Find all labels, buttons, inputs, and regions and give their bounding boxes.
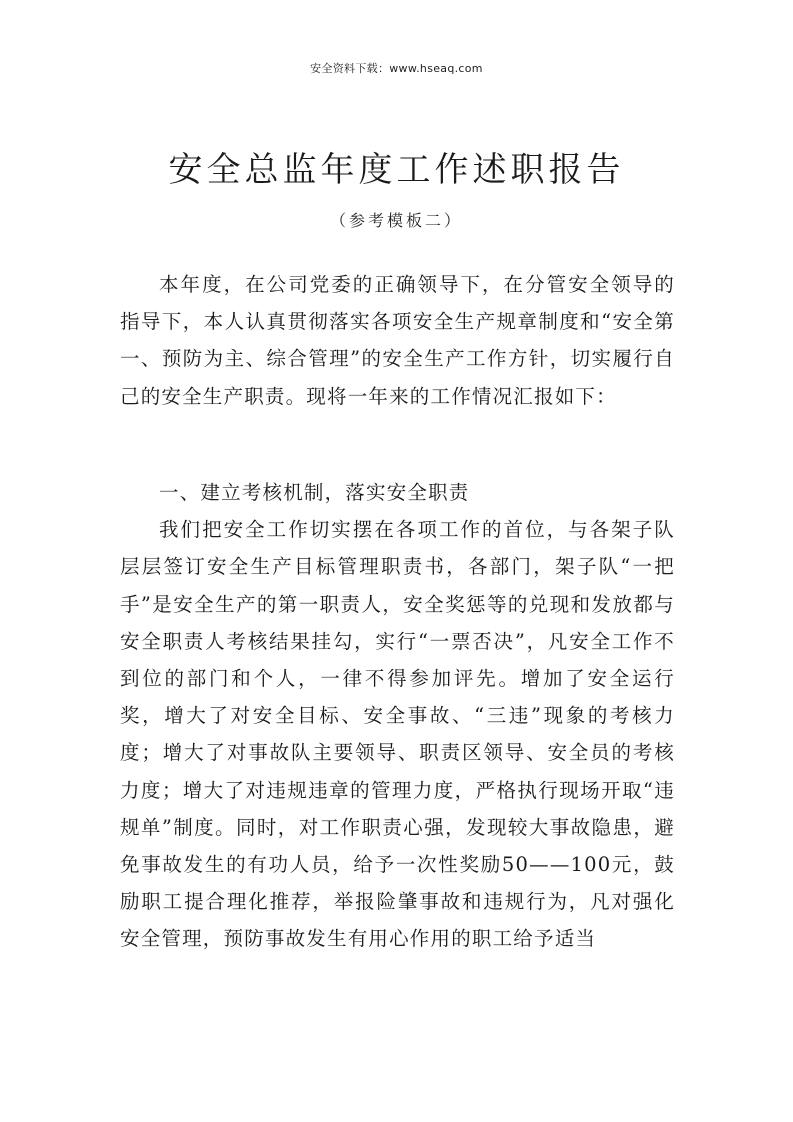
section-1-paragraph: 我们把安全工作切实摆在各项工作的首位，与各架子队层层签订安全生产目标管理职责书，各部门，架子队“一把手”是安全生产的第一职责人，安全奖惩等的兑现和发放都与安全职责人考核结果挂勾，实行“一票否决”，凡安全工作不到位的部门和个人，一律不得参加评先。增加了安全运行奖，增大了对安全目标、安全事故、“三违”现象的考核力度；增大了对事故队主要领导、职责区领导、安全员的考核力度；增大了对违规违章的管理力度，严格执行现场开取“违规单”制度。同时，对工作职责心强，发现较大事故隐患，避免事故发生的有功人员，给予一次性奖励50——100元，鼓励职工提合理化推荐，举报险肇事故和违规行为，凡对强化安全管理，预防事故发生有用心作用的职工给予适当 [120, 518, 675, 951]
document-title: 安全总监年度工作述职报告 [168, 150, 625, 190]
intro-paragraph: 本年度，在公司党委的正确领导下，在分管安全领导的指导下，本人认真贯彻落实各项安全生产规章制度和“安全第一、预防为主、综合管理”的安全生产工作方针，切实履行自己的安全生产职责。现将一年来的工作情况汇报如下： [120, 273, 675, 408]
section-1-heading: 一、建立考核机制，落实安全职责 [159, 481, 470, 504]
document-subtitle: （参考模板二） [329, 211, 463, 230]
header-download-note: 安全资料下载：www.hseaq.com [310, 62, 483, 75]
section-1 [120, 474, 675, 958]
intro-block [120, 266, 675, 415]
